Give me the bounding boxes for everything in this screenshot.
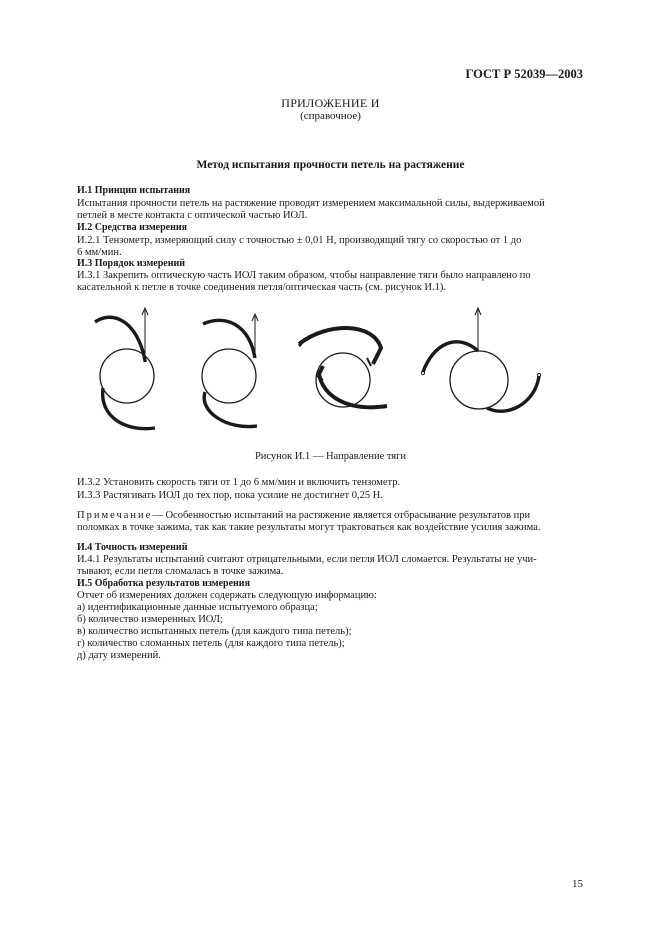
section-2-text-line1: И.2.1 Тензометр, измеряющий силу с точностью ± 0,01 Н, производящий тягу со скоростью от 1 до — [77, 235, 522, 246]
standard-number: ГОСТ Р 52039—2003 — [465, 67, 583, 81]
note-text-line2: поломках в точке зажима, так как такие результаты могут трактоваться как воздействие усилия зажима. — [77, 522, 541, 533]
section-1-text-line2: петлей в месте контакта с оптической частью ИОЛ. — [77, 210, 308, 221]
section-3-text-line2: касательной к петле в точке соединения петля/оптическая часть (см. рисунок И.1). — [77, 282, 447, 293]
section-3-heading: И.3 Порядок измерений — [77, 258, 186, 269]
section-5-heading: И.5 Обработка результатов измерения — [77, 578, 250, 589]
section-5-intro: Отчет об измерениях должен содержать следующую информацию: — [77, 590, 377, 601]
list-item: г) количество сломанных петель (для каждого типа петель); — [77, 638, 345, 649]
lens-4 — [421, 308, 540, 411]
section-2-heading: И.2 Средства измерения — [77, 222, 187, 233]
section-3-2-text: И.3.2 Установить скорость тяги от 1 до 6 мм/мин и включить тензометр. — [77, 477, 401, 488]
note-label: Примечание — [77, 510, 153, 521]
note-text-line1: — Особенностью испытаний на растяжение является отбрасывание результатов при — [152, 510, 531, 521]
section-1-heading: И.1 Принцип испытания — [77, 185, 191, 196]
appendix-title: ПРИЛОЖЕНИЕ И — [281, 96, 380, 110]
lens-2 — [202, 314, 258, 427]
section-1-text-line1: Испытания прочности петель на растяжение проводят измерением максимальной силы, выдерживаемой — [77, 198, 545, 209]
lens-1 — [95, 308, 155, 429]
list-item: в) количество испытанных петель (для каждого типа петель); — [77, 626, 352, 637]
section-3-text-line1: И.3.1 Закрепить оптическую часть ИОЛ таким образом, чтобы направление тяги было направлено по — [77, 270, 531, 281]
lens-3 — [299, 328, 387, 407]
list-item: а) идентификационные данные испытуемого образца; — [77, 602, 318, 613]
list-item: д) дату измерений. — [77, 650, 161, 661]
page-number: 15 — [572, 878, 583, 890]
section-4-text-line1: И.4.1 Результаты испытаний считают отрицательными, если петля ИОЛ сломается. Результаты не учи- — [77, 554, 537, 565]
section-4-heading: И.4 Точность измерений — [77, 542, 188, 553]
section-2-text-line2: 6 мм/мин. — [77, 247, 122, 258]
figure-caption: Рисунок И.1 — Направление тяги — [254, 451, 407, 462]
list-item: б) количество измеренных ИОЛ; — [77, 614, 223, 625]
section-4-text-line2: тывают, если петля сломалась в точке зажима. — [77, 566, 284, 577]
section-3-3-text: И.3.3 Растягивать ИОЛ до тех пор, пока усилие не достигнет 0,25 Н. — [77, 490, 383, 501]
figure-pull-direction — [77, 300, 584, 440]
appendix-subtitle: (справочное) — [300, 110, 361, 122]
method-title: Метод испытания прочности петель на растяжение — [196, 159, 465, 171]
